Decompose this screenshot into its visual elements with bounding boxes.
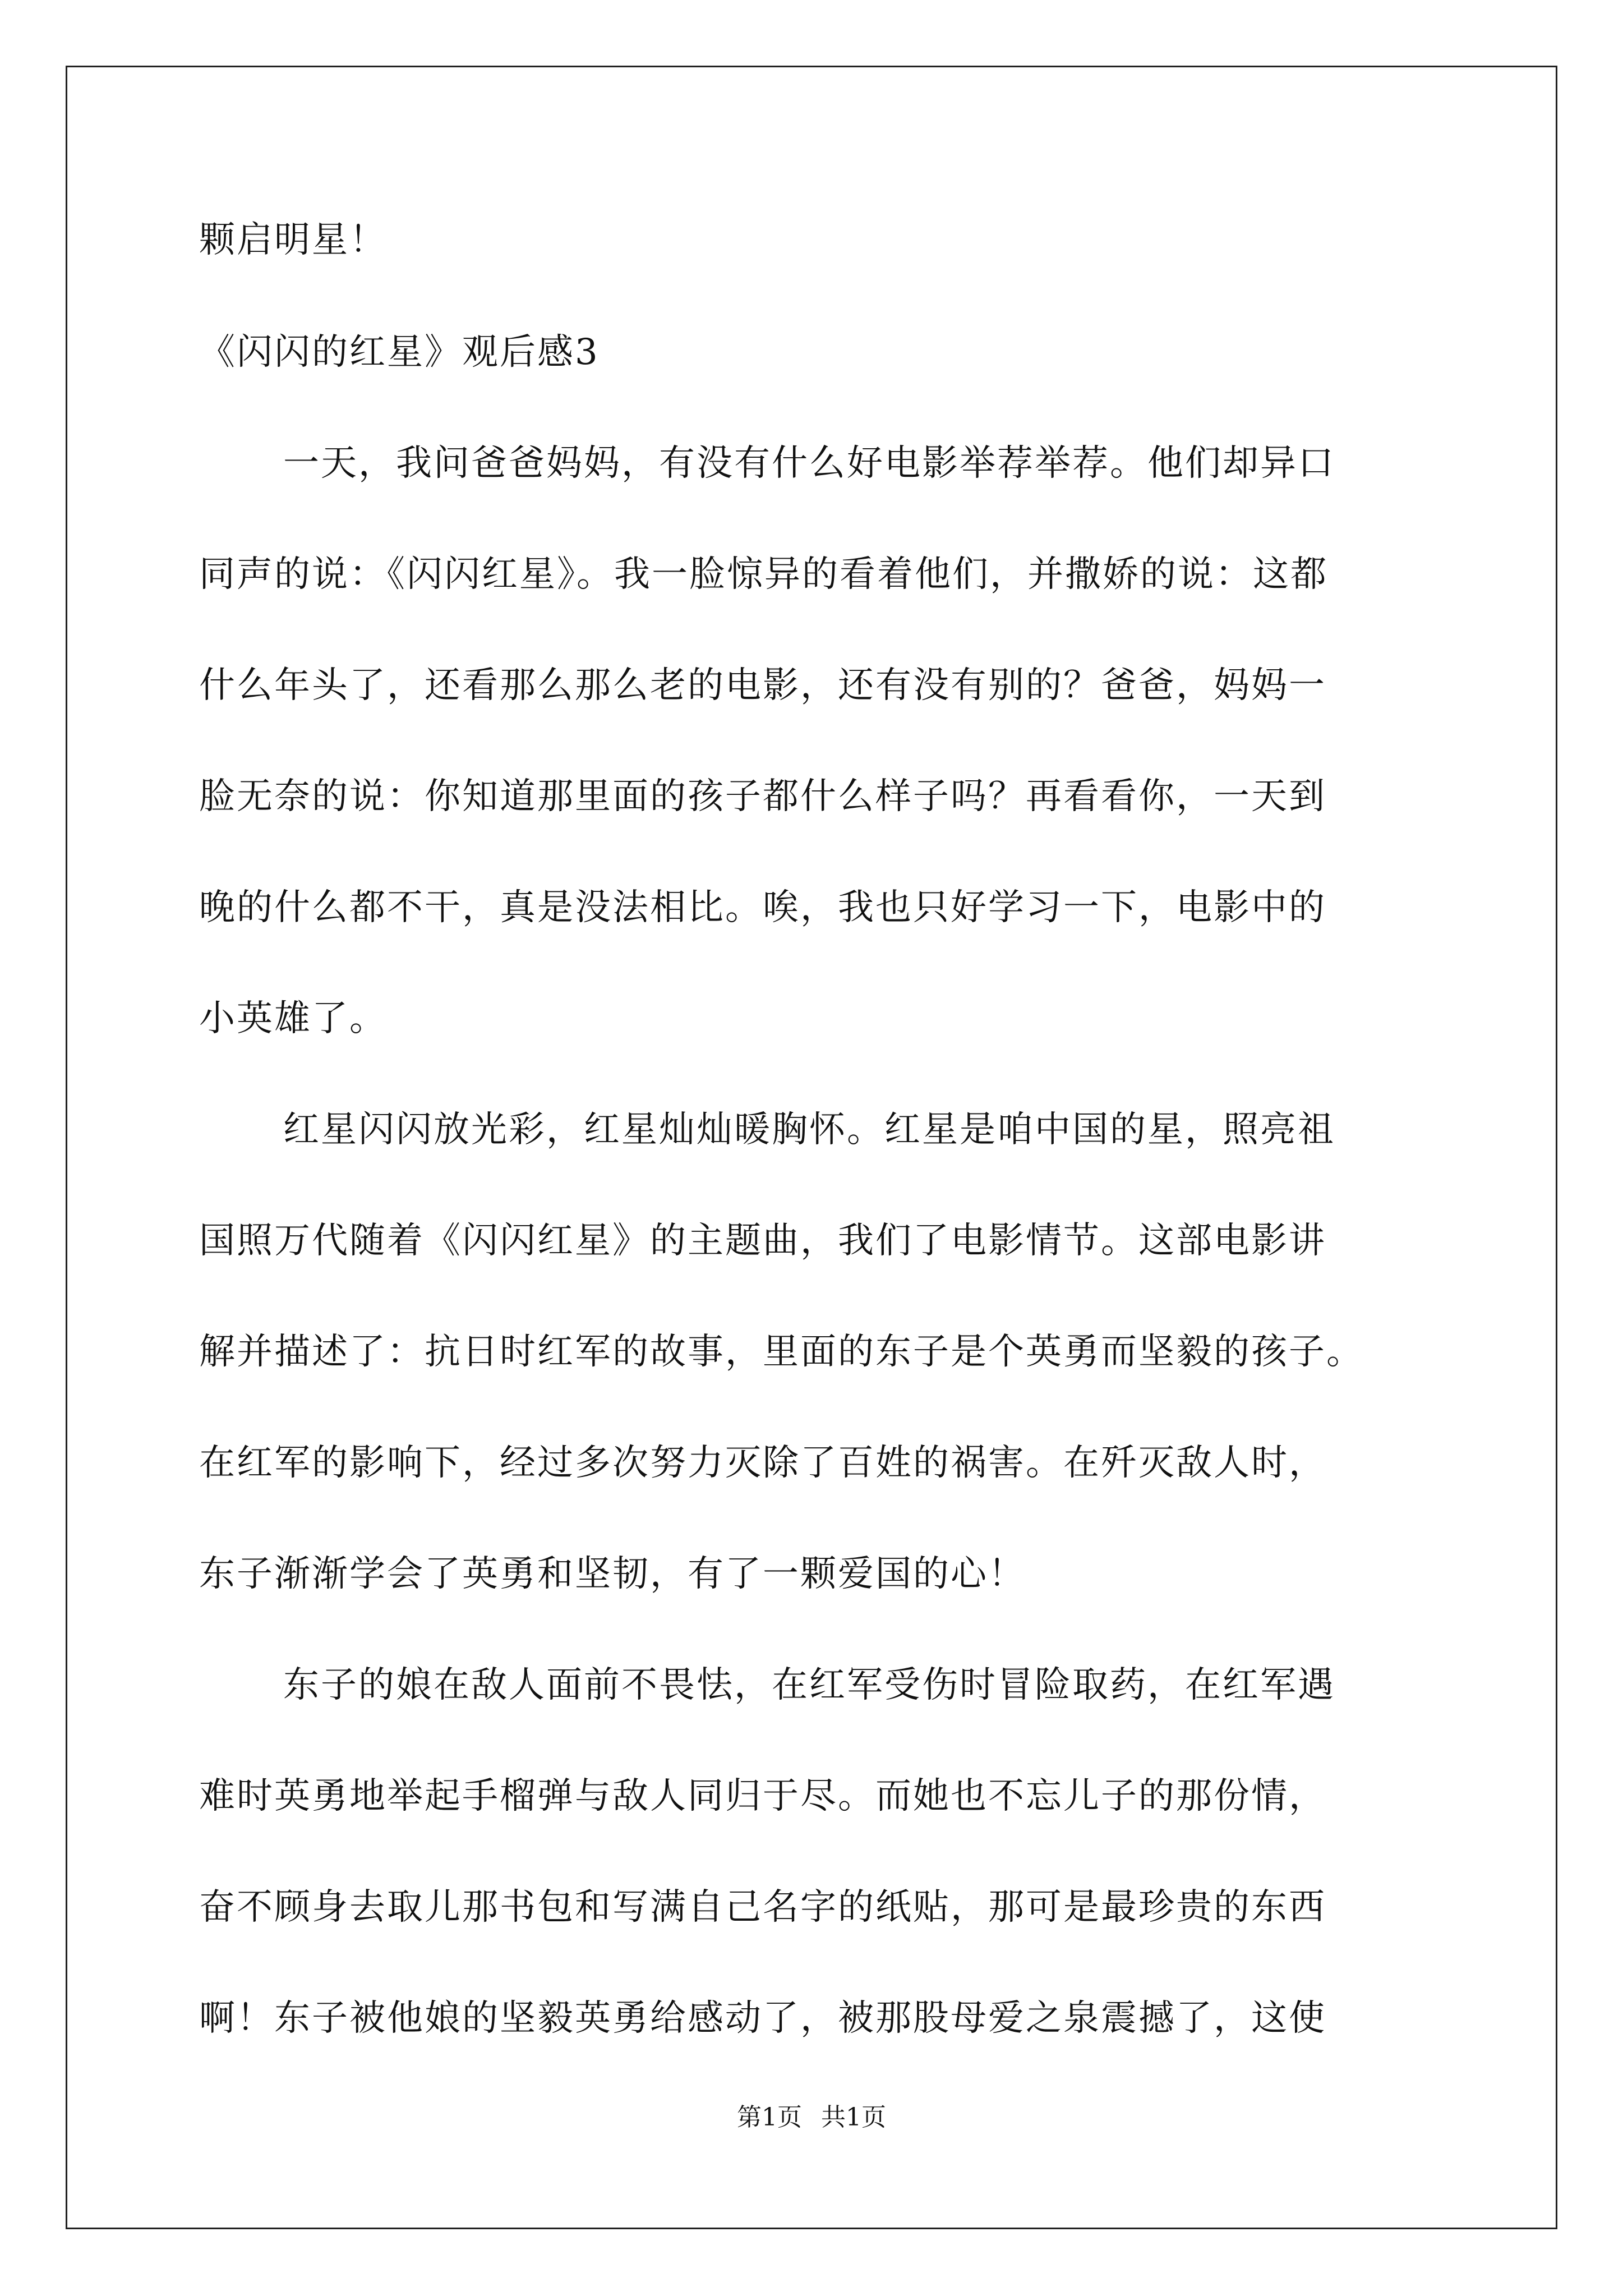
text-line: 晚的什么都不干，真是没法相比。唉，我也只好学习一下，电影中的 (199, 887, 1326, 928)
text-line: 国照万代随着《闪闪红星》的主题曲，我们了电影情节。这部电影讲 (199, 1220, 1326, 1262)
text-line: 红星闪闪放光彩，红星灿灿暖胸怀。红星是咱中国的星，照亮祖 (283, 1109, 1335, 1151)
text-line: 什么年头了，还看那么那么老的电影，还有没有别的？爸爸，妈妈一 (199, 665, 1326, 706)
text-line: 难时英勇地举起手榴弹与敌人同归于尽。而她也不忘儿子的那份情， (199, 1775, 1326, 1817)
section-heading: 《闪闪的红星》观后感3 (199, 332, 600, 373)
text-line: 奋不顾身去取儿那书包和写满自己名字的纸贴，那可是最珍贵的东西 (199, 1887, 1326, 1928)
text-line: 小英雄了。 (199, 998, 387, 1039)
page-number: 第1页 (737, 2103, 802, 2132)
text-line: 东子的娘在敌人面前不畏怯，在红军受伤时冒险取药，在红军遇 (283, 1664, 1335, 1706)
page-total: 共1页 (821, 2103, 886, 2132)
text-line: 同声的说：《闪闪红星》。我一脸惊异的看着他们，并撒娇的说：这都 (199, 554, 1328, 595)
text-line: 解并描述了：抗日时红军的故事，里面的东子是个英勇而坚毅的孩子。 (199, 1331, 1364, 1373)
text-line: 颗启明星！ (199, 219, 387, 261)
text-line: 在红军的影响下，经过多次努力灭除了百姓的祸害。在歼灭敌人时， (199, 1442, 1326, 1484)
page-footer (0, 2101, 1623, 2134)
text-line: 东子渐渐学会了英勇和坚韧，有了一颗爱国的心！ (199, 1553, 1026, 1595)
text-line: 脸无奈的说：你知道那里面的孩子都什么样子吗？再看看你，一天到 (199, 776, 1326, 817)
text-line: 啊！东子被他娘的坚毅英勇给感动了，被那股母爱之泉震撼了，这使 (199, 1998, 1326, 2039)
text-line: 一天，我问爸爸妈妈，有没有什么好电影举荐举荐。他们却异口 (283, 443, 1335, 484)
